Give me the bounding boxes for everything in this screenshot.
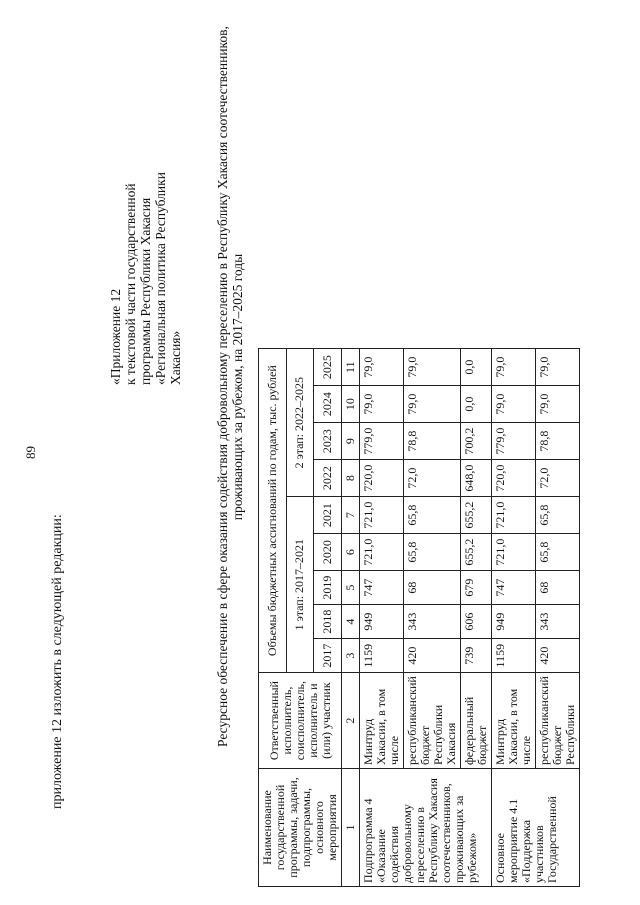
value-cell: 79,0 [536,349,580,386]
header-program: Наименование государственной программы, задачи, подпрограммы, основного мероприятия [259,769,342,887]
value-cell: 606 [461,605,492,639]
appendix-line: Хакасия» [168,330,183,385]
value-cell: 1159 [360,639,404,673]
year-header: 2017 [314,639,342,673]
value-cell: 700,2 [461,423,492,460]
table-row [360,349,404,887]
year-header: 2024 [314,386,342,423]
value-cell: 78,8 [404,423,461,460]
year-header: 2019 [314,571,342,605]
executor-cell: республиканский бюджет Республики Хакасия [404,673,461,769]
value-cell: 78,8 [536,423,580,460]
col-number: 7 [342,497,360,534]
value-cell: 79,0 [404,349,461,386]
intro-text: приложение 12 изложить в следующей редакции: [50,514,65,809]
header-volumes: Объемы бюджетных ассигнований по годам, тыс. рублей [259,349,287,673]
executor-cell: федеральный бюджет [461,673,492,769]
col-number: 10 [342,386,360,423]
appendix-line: «Региональная политика Республики [153,172,168,385]
value-cell: 779,0 [492,423,536,460]
value-cell: 0,0 [461,386,492,423]
value-cell: 739 [461,639,492,673]
col-number: 4 [342,605,360,639]
value-cell: 949 [360,605,404,639]
value-cell: 79,0 [360,349,404,386]
value-cell: 648,0 [461,460,492,497]
col-number: 2 [342,673,360,769]
col-number: 11 [342,349,360,386]
program-name-cell: Подпрограмма 4 «Оказание содействия добровольному переселению в Республику Хакасия соотечественников, проживающих за рубежом» [360,769,492,887]
value-cell: 65,8 [536,534,580,571]
value-cell: 949 [492,605,536,639]
value-cell: 65,8 [404,534,461,571]
value-cell: 343 [404,605,461,639]
value-cell: 343 [536,605,580,639]
value-cell: 720,0 [360,460,404,497]
table-body [360,349,580,887]
table-row [492,349,536,887]
executor-cell: Минтруд Хакасии, в том числе [360,673,404,769]
value-cell: 1159 [492,639,536,673]
resource-table [258,348,580,887]
value-cell: 721,0 [492,497,536,534]
executor-cell: республиканский бюджет Республики [536,673,580,769]
header-executor: Ответственный исполнитель, соисполнитель, исполнитель и (или) участник [259,673,342,769]
year-header: 2018 [314,605,342,639]
year-header: 2023 [314,423,342,460]
appendix-header [108,25,183,385]
value-cell: 79,0 [536,386,580,423]
value-cell: 420 [536,639,580,673]
page-number: 89 [23,446,38,459]
value-cell: 68 [536,571,580,605]
value-cell: 72,0 [404,460,461,497]
value-cell: 655,2 [461,497,492,534]
value-cell: 79,0 [492,349,536,386]
appendix-line: «Приложение 12 [108,288,123,385]
year-header: 2022 [314,460,342,497]
document-title [215,27,245,747]
year-header: 2020 [314,534,342,571]
value-cell: 0,0 [461,349,492,386]
value-cell: 65,8 [536,497,580,534]
value-cell: 720,0 [492,460,536,497]
title-line: Ресурсное обеспечение в сфере оказания содействия добровольному переселению в Республику Хакасия соотечественников, [215,26,230,747]
col-number: 1 [342,769,360,887]
value-cell: 72,0 [536,460,580,497]
value-cell: 679 [461,571,492,605]
value-cell: 747 [360,571,404,605]
value-cell: 721,0 [360,497,404,534]
value-cell: 79,0 [360,386,404,423]
col-number: 5 [342,571,360,605]
col-number: 6 [342,534,360,571]
value-cell: 721,0 [492,534,536,571]
value-cell: 721,0 [360,534,404,571]
program-name-cell: Основное мероприятие 4.1 «Поддержка участников Государственной [492,769,580,887]
value-cell: 655,2 [461,534,492,571]
title-line: проживающих за рубежом, на 2017–2025 годы [230,253,245,521]
col-number: 8 [342,460,360,497]
column-number-row [342,349,360,887]
value-cell: 65,8 [404,497,461,534]
year-header: 2025 [314,349,342,386]
value-cell: 68 [404,571,461,605]
appendix-line: программы Республики Хакасия [138,197,153,385]
appendix-line: к текстовой части государственной [123,183,138,385]
header-stage2: 2 этап: 2022–2025 [286,349,314,497]
value-cell: 779,0 [360,423,404,460]
col-number: 3 [342,639,360,673]
col-number: 9 [342,423,360,460]
year-header: 2021 [314,497,342,534]
executor-cell: Минтруд Хакасии, в том числе [492,673,536,769]
value-cell: 420 [404,639,461,673]
value-cell: 747 [492,571,536,605]
value-cell: 79,0 [404,386,461,423]
value-cell: 79,0 [492,386,536,423]
header-stage1: 1 этап: 2017–2021 [286,497,314,673]
